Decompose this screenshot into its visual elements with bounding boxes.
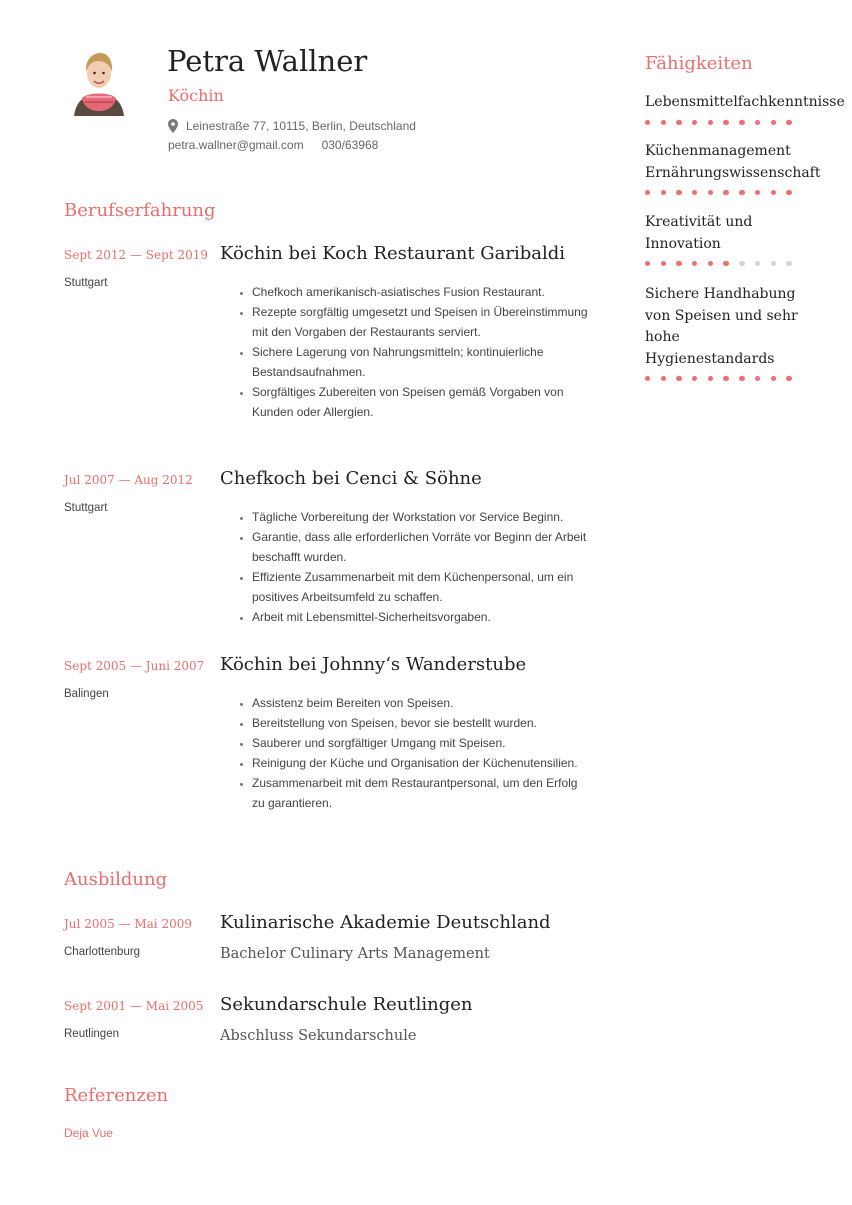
skill-dot-filled xyxy=(739,376,744,381)
entry-title: Sekundarschule Reutlingen xyxy=(220,994,473,1015)
skill-dot-filled xyxy=(708,190,713,195)
skill-dot-filled xyxy=(661,261,666,266)
skill-dot-filled xyxy=(723,120,728,125)
candidate-name: Petra Wallner xyxy=(167,44,368,78)
bullet-item: • Effiziente Zusammenarbeit mit dem Küchenpersonal, um ein positives Arbeitsumfeld zu schaffen. xyxy=(252,567,588,607)
skill-dot-filled xyxy=(692,190,697,195)
skill-dot-filled xyxy=(708,120,713,125)
entry-dates: Jul 2007 — Aug 2012 xyxy=(64,473,193,487)
entry-title: Kulinarische Akademie Deutschland xyxy=(220,912,551,933)
skill-dot-filled xyxy=(661,376,666,381)
entry-location: Charlottenburg xyxy=(64,946,141,958)
skill-dot-filled xyxy=(692,261,697,266)
skill-dot-filled xyxy=(755,376,760,381)
address-text: Leinestraße 77, 10115, Berlin, Deutschland xyxy=(186,119,416,133)
skill-item xyxy=(645,212,815,266)
profile-photo xyxy=(70,48,128,116)
skill-dot-filled xyxy=(645,376,650,381)
bullet-item: • Chefkoch amerikanisch-asiatisches Fusion Restaurant. xyxy=(252,282,588,302)
experience-heading: Berufserfahrung xyxy=(64,200,216,221)
skill-item xyxy=(645,284,815,381)
skill-dot-filled xyxy=(786,120,791,125)
skill-dot-filled xyxy=(692,376,697,381)
bullet-item: • Assistenz beim Bereiten von Speisen. xyxy=(252,693,588,713)
bullet-item: • Sichere Lagerung von Nahrungsmitteln; kontinuierliche Bestandsaufnahmen. xyxy=(252,342,588,382)
entry-degree: Bachelor Culinary Arts Management xyxy=(220,946,490,962)
skill-dot-filled xyxy=(786,376,791,381)
bullet-item: • Bereitstellung von Speisen, bevor sie bestellt wurden. xyxy=(252,713,588,733)
skill-dot-filled xyxy=(676,261,681,266)
phone-number: 030/63968 xyxy=(321,138,379,152)
skill-dot-filled xyxy=(755,120,760,125)
bullet-item: • Sorgfältiges Zubereiten von Speisen gemäß Vorgaben von Kunden oder Allergien. xyxy=(252,382,588,422)
skill-dot-filled xyxy=(723,376,728,381)
skill-name: Lebensmittelfachkenntnisse xyxy=(645,94,845,110)
bullet-item: • Rezepte sorgfältig umgesetzt und Speisen in Übereinstimmung mit den Vorgaben der Restaurants serviert. xyxy=(252,302,588,342)
skill-dot-filled xyxy=(661,190,666,195)
email-link[interactable]: petra.wallner@gmail.com xyxy=(168,138,304,152)
skills-heading: Fähigkeiten xyxy=(645,53,753,74)
skill-dot-filled xyxy=(676,376,681,381)
entry-dates: Sept 2005 — Juni 2007 xyxy=(64,659,205,673)
address-row xyxy=(168,119,416,133)
job-title: Köchin xyxy=(168,86,224,105)
skill-level-dots xyxy=(645,376,815,381)
education-heading: Ausbildung xyxy=(64,869,168,890)
skill-dot-filled xyxy=(786,190,791,195)
skill-name: Kreativität und Innovation xyxy=(645,214,753,252)
bullet-item: • Tägliche Vorbereitung der Workstation vor Service Beginn. xyxy=(252,507,588,527)
entry-title: Chefkoch bei Cenci & Söhne xyxy=(220,468,482,489)
entry-location: Reutlingen xyxy=(64,1028,119,1040)
bullet-item: • Zusammenarbeit mit dem Restaurantpersonal, um den Erfolg zu garantieren. xyxy=(252,773,588,813)
entry-bullets xyxy=(236,693,588,813)
references-heading: Referenzen xyxy=(64,1085,169,1106)
skill-name: Küchenmanagement Ernährungswissenschaft xyxy=(645,143,821,181)
skill-level-dots xyxy=(645,261,815,266)
entry-bullets xyxy=(236,507,588,627)
entry-dates: Sept 2012 — Sept 2019 xyxy=(64,248,208,262)
skill-dot-filled xyxy=(692,120,697,125)
skill-dot-filled xyxy=(645,261,650,266)
skill-dot-filled xyxy=(708,376,713,381)
entry-location: Stuttgart xyxy=(64,277,108,289)
skill-level-dots xyxy=(645,190,815,195)
skill-name: Sichere Handhabung von Speisen und sehr hohe Hygienestandards xyxy=(645,286,798,367)
skill-dot-filled xyxy=(661,120,666,125)
skill-dot-empty xyxy=(755,261,760,266)
entry-location: Balingen xyxy=(64,688,109,700)
skill-dot-filled xyxy=(723,261,728,266)
reference-item: Deja Vue xyxy=(64,1126,113,1140)
entry-bullets xyxy=(236,282,588,422)
bullet-item: • Reinigung der Küche und Organisation der Küchenutensilien. xyxy=(252,753,588,773)
skill-dot-filled xyxy=(676,190,681,195)
bullet-item: • Garantie, dass alle erforderlichen Vorräte vor Beginn der Arbeit beschafft wurden. xyxy=(252,527,588,567)
entry-degree: Abschluss Sekundarschule xyxy=(220,1028,417,1044)
skill-dot-empty xyxy=(771,261,776,266)
skill-item xyxy=(645,92,845,125)
skill-item xyxy=(645,141,821,195)
bullet-item: • Sauberer und sorgfältiger Umgang mit Speisen. xyxy=(252,733,588,753)
skill-dot-filled xyxy=(755,190,760,195)
skill-dot-filled xyxy=(739,120,744,125)
skill-dot-filled xyxy=(771,190,776,195)
bullet-item: • Arbeit mit Lebensmittel-Sicherheitsvorgaben. xyxy=(252,607,588,627)
entry-dates: Jul 2005 — Mai 2009 xyxy=(64,917,192,931)
entry-title: Köchin bei Johnny‘s Wanderstube xyxy=(220,654,527,675)
skill-dot-filled xyxy=(645,120,650,125)
skill-dot-filled xyxy=(771,376,776,381)
map-pin-icon xyxy=(168,119,178,133)
entry-title: Köchin bei Koch Restaurant Garibaldi xyxy=(220,243,566,264)
skill-dot-filled xyxy=(739,190,744,195)
skill-dot-filled xyxy=(645,190,650,195)
skill-dot-empty xyxy=(739,261,744,266)
skill-dot-filled xyxy=(723,190,728,195)
skill-dot-filled xyxy=(771,120,776,125)
skill-dot-filled xyxy=(708,261,713,266)
entry-dates: Sept 2001 — Mai 2005 xyxy=(64,999,204,1013)
skill-dot-empty xyxy=(786,261,791,266)
entry-location: Stuttgart xyxy=(64,502,108,514)
skill-dot-filled xyxy=(676,120,681,125)
skill-level-dots xyxy=(645,120,815,125)
contact-row xyxy=(168,138,378,152)
